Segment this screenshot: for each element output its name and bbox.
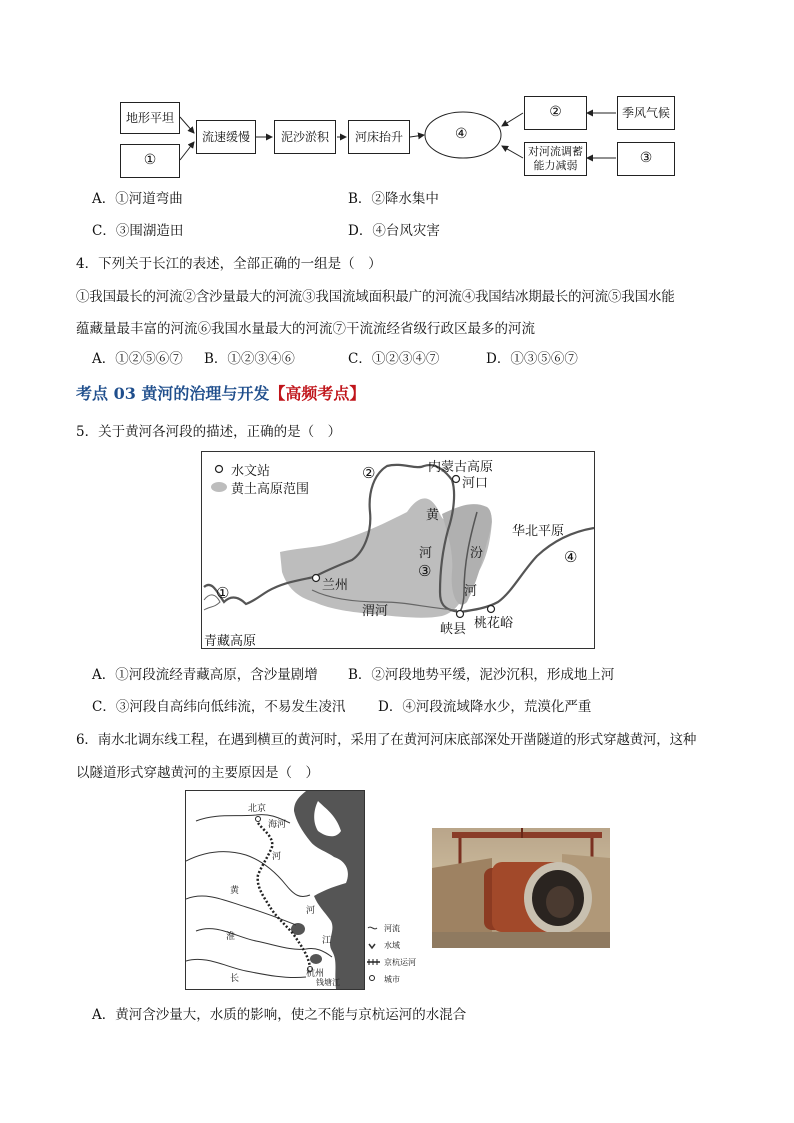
map-label-inner-mongolia: 内蒙古高原: [428, 460, 494, 475]
q5-option-b[interactable]: B．②河段地势平缓，泥沙沉积，形成地上河: [348, 667, 615, 683]
map-label-lanzhou: 兰州: [322, 578, 349, 593]
legend-canal: 京杭运河: [384, 958, 416, 967]
flow-raise-box: 河床抬升: [348, 120, 410, 154]
flow-blank3-box: ③: [617, 142, 675, 176]
q3-option-d[interactable]: D．④台风灾害: [348, 223, 440, 239]
legend-city: 城市: [384, 975, 400, 984]
flow-terrain-box: 地形平坦: [120, 102, 180, 134]
flow-blank2-box: ②: [524, 96, 587, 130]
q6-stem-line2: 以隧道形式穿越黄河的主要原因是（ ）: [76, 765, 319, 781]
q3-option-b[interactable]: B．②降水集中: [348, 191, 439, 207]
map-label-he: 河: [419, 546, 433, 561]
flow-blank4-label: ④: [455, 126, 468, 142]
q5-stem: 5．关于黄河各河段的描述，正确的是（ ）: [76, 424, 342, 440]
canal-label-he-a: 河: [272, 852, 282, 862]
canal-label-haihe: 海河: [268, 820, 287, 830]
legend-water: 水域: [384, 941, 400, 950]
map-label-xiaxian: 峡县: [440, 622, 467, 637]
map-label-qinghai-tibet: 青藏高原: [204, 634, 257, 649]
section-heading: [76, 381, 365, 404]
q3-option-c[interactable]: C．③围湖造田: [92, 223, 184, 239]
flow-blank1-box: ①: [120, 144, 180, 178]
q4-line1: ①我国最长的河流②含沙量最大的河流③我国流域面积最广的河流④我国结冰期最长的河流⑤我国水能: [76, 289, 675, 305]
map-label-fen: 汾: [470, 546, 484, 561]
q6-stem-line1: 6．南水北调东线工程，在遇到横亘的黄河时，采用了在黄河河床底部深处开凿隧道的形式穿越黄河，这种: [76, 732, 697, 748]
canal-map: [185, 790, 365, 990]
map-label-2: ②: [362, 464, 376, 482]
section-highlight: 【高频考点】: [269, 384, 366, 403]
map-label-taohuayu: 桃花峪: [474, 616, 514, 631]
q6-option-a[interactable]: A．黄河含沙量大，水质的影响，使之不能与京杭运河的水混合: [92, 1007, 467, 1023]
q5-option-d[interactable]: D．④河段流域降水少，荒漠化严重: [378, 699, 592, 715]
q4-stem: 4．下列关于长江的表述，全部正确的一组是（ ）: [76, 256, 382, 272]
q5-option-a[interactable]: A．①河段流经青藏高原，含沙量剧增: [92, 667, 318, 683]
legend-station-label: 水文站: [231, 464, 271, 479]
map-label-4: ④: [564, 548, 578, 566]
map-label-3: ③: [418, 562, 432, 580]
flow-regulation-box: 对河流调蓄 能力减弱: [524, 142, 587, 176]
q5-option-c[interactable]: C．③河段自高纬向低纬流，不易发生凌汛: [92, 699, 346, 715]
q4-option-a[interactable]: A．①②⑤⑥⑦: [92, 351, 183, 367]
flow-silt-box: 泥沙淤积: [274, 120, 336, 154]
legend-river: 河流: [384, 924, 400, 933]
canal-label-beijing: 北京: [248, 804, 267, 814]
canal-label-huang: 黄: [230, 886, 240, 896]
section-title: 考点 03 黄河的治理与开发: [76, 384, 270, 403]
canal-legend: [366, 920, 436, 990]
map-label-north-china: 华北平原: [512, 524, 565, 539]
canal-label-huai: 淮: [226, 932, 236, 942]
canal-label-hangzhou: 杭州: [306, 969, 325, 979]
canal-legend-symbols: [366, 920, 436, 990]
map-label-huang: 黄: [426, 508, 440, 523]
canal-label-chang: 长: [230, 974, 240, 984]
map-label-1: ①: [216, 584, 230, 602]
map-label-weihe: 渭河: [362, 604, 389, 619]
legend-loess-label: 黄土高原范围: [231, 482, 310, 497]
yellow-river-map: [201, 451, 595, 649]
q4-option-c[interactable]: C．①②③④⑦: [348, 351, 440, 367]
q4-line2: 蕴藏量最丰富的河流⑥我国水量最大的河流⑦干流流经省级行政区最多的河流: [76, 321, 535, 337]
flow-slow-box: 流速缓慢: [196, 120, 256, 154]
map-label-hekou: 河口: [462, 476, 489, 491]
map-label-he2: 河: [464, 584, 478, 599]
canal-label-jiang: 江: [322, 936, 332, 946]
q3-option-a[interactable]: A．①河道弯曲: [92, 191, 183, 207]
q4-option-d[interactable]: D．①③⑤⑥⑦: [486, 351, 578, 367]
flow-monsoon-box: 季风气候: [617, 96, 675, 130]
canal-label-qiantang: 钱塘江: [316, 978, 340, 987]
canal-label-he-b: 河: [306, 906, 316, 916]
tunnel-photo: [432, 828, 610, 948]
tunnel-photo-drawing: [432, 828, 610, 948]
q4-option-b[interactable]: B．①②③④⑥: [204, 351, 295, 367]
